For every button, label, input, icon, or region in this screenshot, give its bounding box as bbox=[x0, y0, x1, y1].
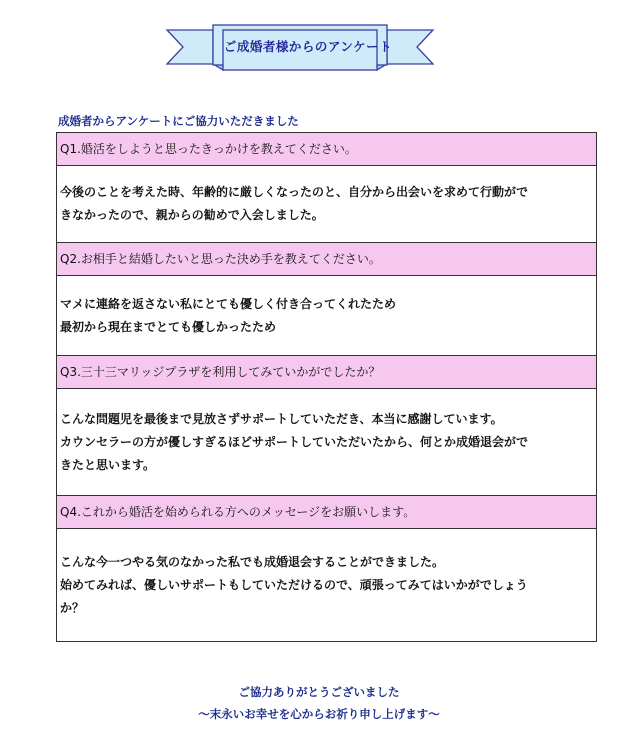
answer-3 bbox=[57, 389, 596, 496]
question-2: Q2.お相手と結婚したいと思った決め手を教えてください。 bbox=[57, 243, 596, 276]
question-4: Q4.これから婚活を始められる方へのメッセージをお願いします。 bbox=[57, 496, 596, 529]
banner-title: ご成婚者様からのアンケート bbox=[223, 39, 393, 54]
intro-text: 成婚者からアンケートにご協力いただきました bbox=[58, 114, 299, 128]
answer-line: 今後のことを考えた時、年齢的に厳しくなったのと、自分から出会いを求めて行動がで bbox=[60, 185, 529, 199]
title-banner bbox=[165, 24, 435, 74]
answer-line: こんな問題児を最後まで見放さずサポートしていただき、本当に感謝しています。 bbox=[60, 411, 503, 426]
answer-line: マメに連絡を返さない私にとても優しく付き合ってくれたため bbox=[60, 296, 397, 311]
answer-4 bbox=[57, 529, 596, 641]
qa-table bbox=[56, 132, 597, 642]
footer-thanks: ご協力ありがとうございました bbox=[238, 685, 400, 699]
answer-2 bbox=[57, 276, 596, 356]
answer-line: きたと思います。 bbox=[60, 457, 156, 472]
answer-line: 始めてみれば、優しいサポートもしていただけるので、頑張ってみてはいかがでしょう bbox=[60, 577, 528, 592]
answer-line: 最初から現在までとても優しかったため bbox=[60, 319, 277, 334]
answer-1 bbox=[57, 166, 596, 243]
answer-line: か？ bbox=[60, 600, 85, 615]
answer-line: カウンセラーの方が優しすぎるほどサポートしていただいたから、何とか成婚退会がで bbox=[60, 434, 529, 449]
answer-line: こんな今一つやる気のなかった私でも成婚退会することができました。 bbox=[60, 554, 445, 569]
question-1: Q1.婚活をしようと思ったきっかけを教えてください。 bbox=[57, 133, 596, 166]
question-3: Q3.三十三マリッジプラザを利用してみていかがでしたか？ bbox=[57, 356, 596, 389]
footer-wishes: 〜末永いお幸せを心からお祈り申し上げます〜 bbox=[198, 707, 440, 721]
answer-line: きなかったので、親からの勧めで入会しました。 bbox=[60, 208, 324, 222]
